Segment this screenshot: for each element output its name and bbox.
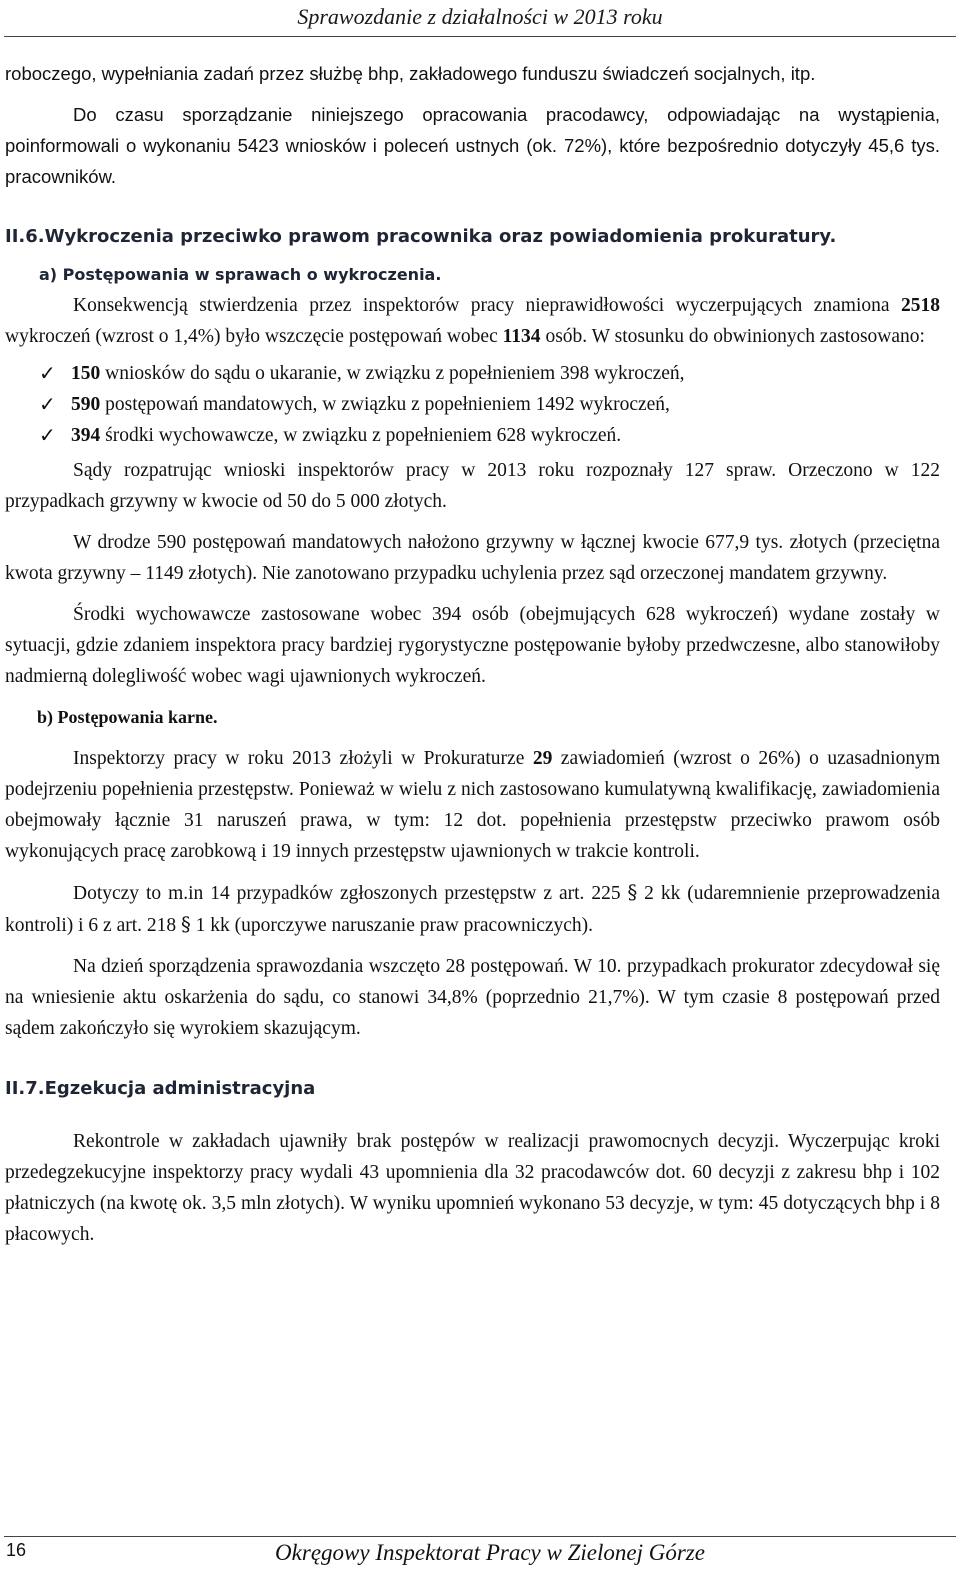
paragraph: Środki wychowawcze zastosowane wobec 394 osób (obejmujących 628 wykroczeń) wydane zostały w sytuacji, gdzie zdaniem inspektora pracy bardziej rygorystyczne postępowanie byłoby przedwczesne, albo stanowiłoby nadmierną dolegliwość wobec wagi ujawnionych wykroczeń. (5, 604, 940, 687)
subheading-b: b) Postępowania karne. (37, 707, 218, 727)
section-sign: § (627, 881, 638, 904)
paragraph: Inspektorzy pracy w roku 2013 złożyli w Prokuraturze 29 zawiadomień (wzrost o 26%) o uzasadnionym podejrzeniu popełnienia przestępstw. Ponieważ w wielu z nich zastosowano kumulatywną kwalifikację, zawiadomienia obejmowały łącznie 31 naruszeń prawa, w tym: 12 dot. popełnienia przestępstw przeciwko prawom osób wykonujących pracę zarobkową i 19 innych przestępstw ujawnionych w trakcie kontroli. (5, 748, 940, 862)
paragraph: roboczego, wypełniania zadań przez służbę bhp, zakładowego funduszu świadczeń socjalnych, itp. (5, 63, 816, 84)
check-icon: ✓ (39, 392, 56, 416)
header-divider (4, 36, 956, 37)
paragraph: Konsekwencją stwierdzenia przez inspektorów pracy nieprawidłowości wyczerpujących znamiona 2518 wykroczeń (wzrost o 1,4%) było wszczęcie postępowań wobec 1134 osób. W stosunku do obwinionych zastosowano: (5, 295, 940, 347)
measures-list (5, 358, 940, 451)
paragraph: Sądy rozpatrując wnioski inspektorów pracy w 2013 roku rozpoznały 127 spraw. Orzeczono w 122 przypadkach grzywny w kwocie od 50 do 5 000 złotych. (5, 460, 940, 512)
section-heading-ii6: II.6.Wykroczenia przeciwko prawom pracownika oraz powiadomienia prokuratury. (5, 226, 837, 247)
section-sign: § (181, 913, 191, 936)
list-item: ✓ 150 wniosków do sądu o ukaranie, w związku z popełnieniem 398 wykroczeń, (5, 358, 940, 389)
footer-divider (4, 1536, 956, 1537)
running-footer: Okręgowy Inspektorat Pracy w Zielonej Górze (275, 1540, 705, 1565)
paragraph: Do czasu sporządzanie niniejszego opracowania pracodawcy, odpowiadając na wystąpienia, poinformowali o wykonaniu 5423 wniosków i poleceń ustnych (ok. 72%), które bezpośrednio dotyczyły 45,6 tys. pracowników. (5, 104, 940, 187)
section-heading-ii7: II.7.Egzekucja administracyjna (5, 1078, 316, 1099)
subheading-a: a) Postępowania w sprawach o wykroczenia. (39, 265, 442, 284)
list-item: ✓ 394 środki wychowawcze, w związku z popełnieniem 628 wykroczeń. (5, 420, 940, 451)
paragraph: Rekontrole w zakładach ujawniły brak postępów w realizacji prawomocnych decyzji. Wyczerpując kroki przedegzekucyjne inspektorzy pracy wydali 43 upomnienia dla 32 pracodawców dot. 60 decyzji z zakresu bhp i 102 płatniczych (na kwotę ok. 3,5 mln złotych). W wyniku upomnień wykonano 53 decyzje, w tym: 45 dotyczących bhp i 8 płacowych. (5, 1131, 940, 1245)
check-icon: ✓ (39, 361, 56, 385)
page-number: 16 (6, 1540, 27, 1560)
check-icon: ✓ (39, 423, 56, 447)
body-text (5, 58, 940, 1250)
paragraph: Na dzień sporządzenia sprawozdania wszczęto 28 postępowań. W 10. przypadkach prokurator zdecydował się na wniesienie aktu oskarżenia do sądu, co stanowi 34,8% (poprzednio 21,7%). W tym czasie 8 postępowań przed sądem zakończyło się wyrokiem skazującym. (5, 956, 940, 1039)
list-item: ✓ 590 postępowań mandatowych, w związku z popełnieniem 1492 wykroczeń, (5, 389, 940, 420)
paragraph: Dotyczy to m.in 14 przypadków zgłoszonych przestępstw z art. 225 § 2 kk (udaremnienie przeprowadzenia kontroli) i 6 z art. 218 § 1 kk (uporczywe naruszanie praw pracowniczych). (5, 881, 940, 936)
paragraph: W drodze 590 postępowań mandatowych nałożono grzywny w łącznej kwocie 677,9 tys. złotych (przeciętna kwota grzywny – 1149 złotych). Nie zanotowano przypadku uchylenia przez sąd orzeczonej mandatem grzywny. (5, 532, 940, 584)
running-header: Sprawozdanie z działalności w 2013 roku (297, 4, 663, 29)
